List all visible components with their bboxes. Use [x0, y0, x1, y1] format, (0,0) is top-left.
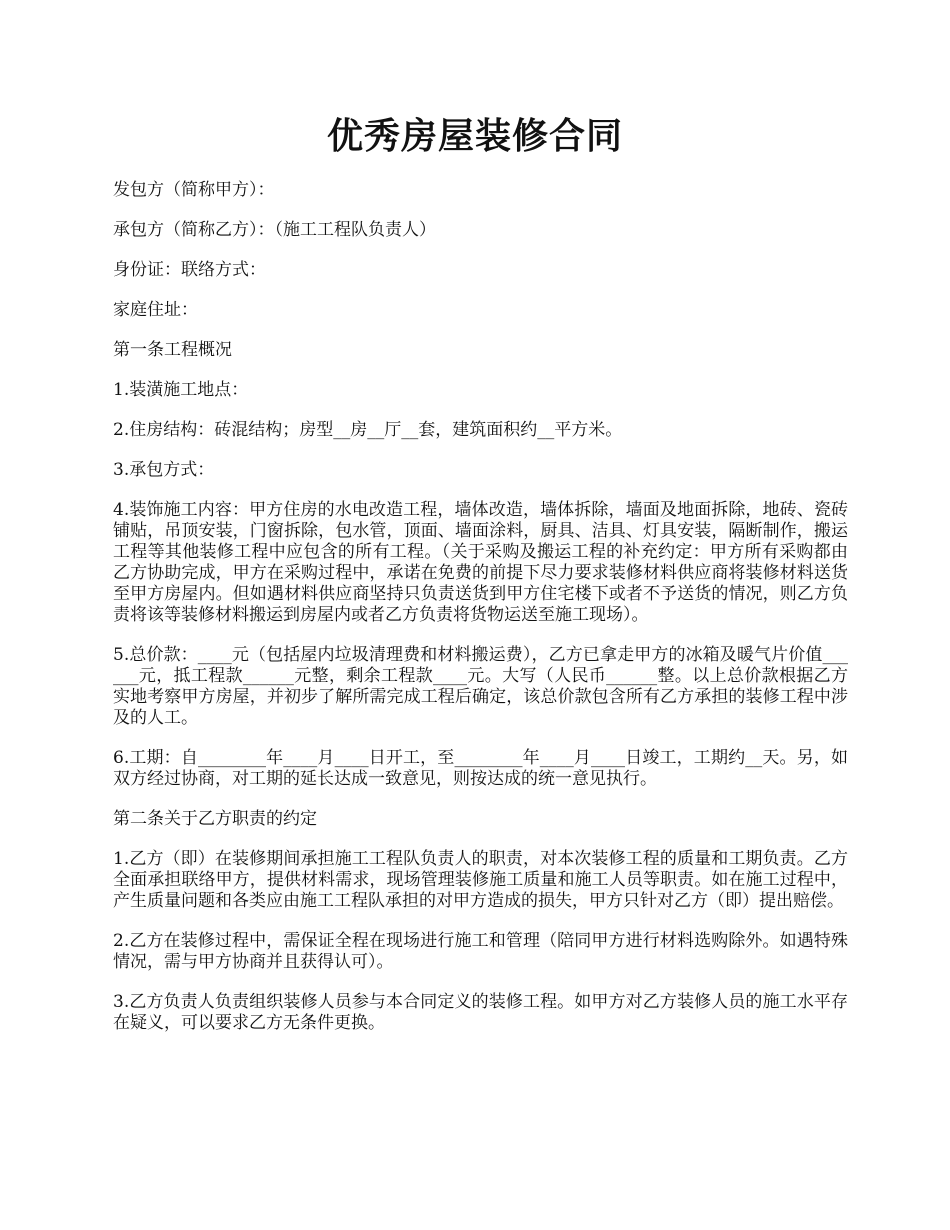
id-contact-line: 身份证：联络方式：	[113, 260, 266, 280]
clause-2-3: 3.乙方负责人负责组织装修人员参与本合同定义的装修工程。如甲方对乙方装修人员的施工水平存在疑义，可以要求乙方无条件更换。	[113, 992, 848, 1033]
clause-1-5: 5.总价款：____元（包括屋内垃圾清理费和材料搬运费），乙方已拿走甲方的冰箱及暖气片价值______元，抵工程款______元整，剩余工程款____元。大写（人民币______整。以上总价款根据乙方实地考察甲方房屋，并初步了解所需完成工程后确定，该总价款包含所有乙方承担的装修工程中涉及的人工。	[113, 645, 848, 728]
clause-1-6: 6.工期：自________年____月____日开工，至________年____月____日竣工，工期约__天。另，如双方经过协商，对工期的延长达成一致意见，则按达成的统一意见执行。	[113, 748, 848, 789]
document-title: 优秀房屋装修合同	[326, 115, 623, 157]
clause-1-2: 2.住房结构：砖混结构；房型__房__厅__套，建筑面积约__平方米。	[113, 420, 623, 440]
article-2-heading: 第二条关于乙方职责的约定	[113, 809, 317, 829]
clause-1-4: 4.装饰施工内容：甲方住房的水电改造工程，墙体改造，墙体拆除，墙面及地面拆除，地砖、瓷砖铺贴，吊顶安装，门窗拆除，包水管，顶面、墙面涂料，厨具、洁具、灯具安装，隔断制作，搬运工程等其他装修工程中应包含的所有工程。（关于采购及搬运工程的补充约定：甲方所有采购都由乙方协助完成，甲方在采购过程中，承诺在免费的前提下尽力要求装修材料供应商将装修材料送货至甲方房屋内。但如遇材料供应商坚持只负责送货到甲方住宅楼下或者不予送货的情况，则乙方负责将该等装修材料搬运到房屋内或者乙方负责将货物运送至施工现场）。	[113, 500, 848, 625]
document-body	[113, 180, 848, 1053]
clause-1-3: 3.承包方式：	[113, 460, 215, 480]
party-b-line: 承包方（简称乙方）：（施工工程队负责人）	[113, 220, 436, 240]
clause-2-2: 2.乙方在装修过程中，需保证全程在现场进行施工和管理（陪同甲方进行材料选购除外。如遇特殊情况，需与甲方协商并且获得认可）。	[113, 931, 848, 972]
home-address-line: 家庭住址：	[113, 300, 198, 320]
clause-1-1: 1.装潢施工地点：	[113, 380, 249, 400]
article-1-heading: 第一条工程概况	[113, 340, 232, 360]
party-a-line: 发包方（简称甲方）：	[113, 180, 275, 200]
clause-2-1: 1.乙方（即）在装修期间承担施工工程队负责人的职责，对本次装修工程的质量和工期负责。乙方全面承担联络甲方，提供材料需求，现场管理装修施工质量和施工人员等职责。如在施工过程中，产生质量问题和各类应由施工工程队承担的对甲方造成的损失，甲方只针对乙方（即）提出赔偿。	[113, 849, 848, 911]
